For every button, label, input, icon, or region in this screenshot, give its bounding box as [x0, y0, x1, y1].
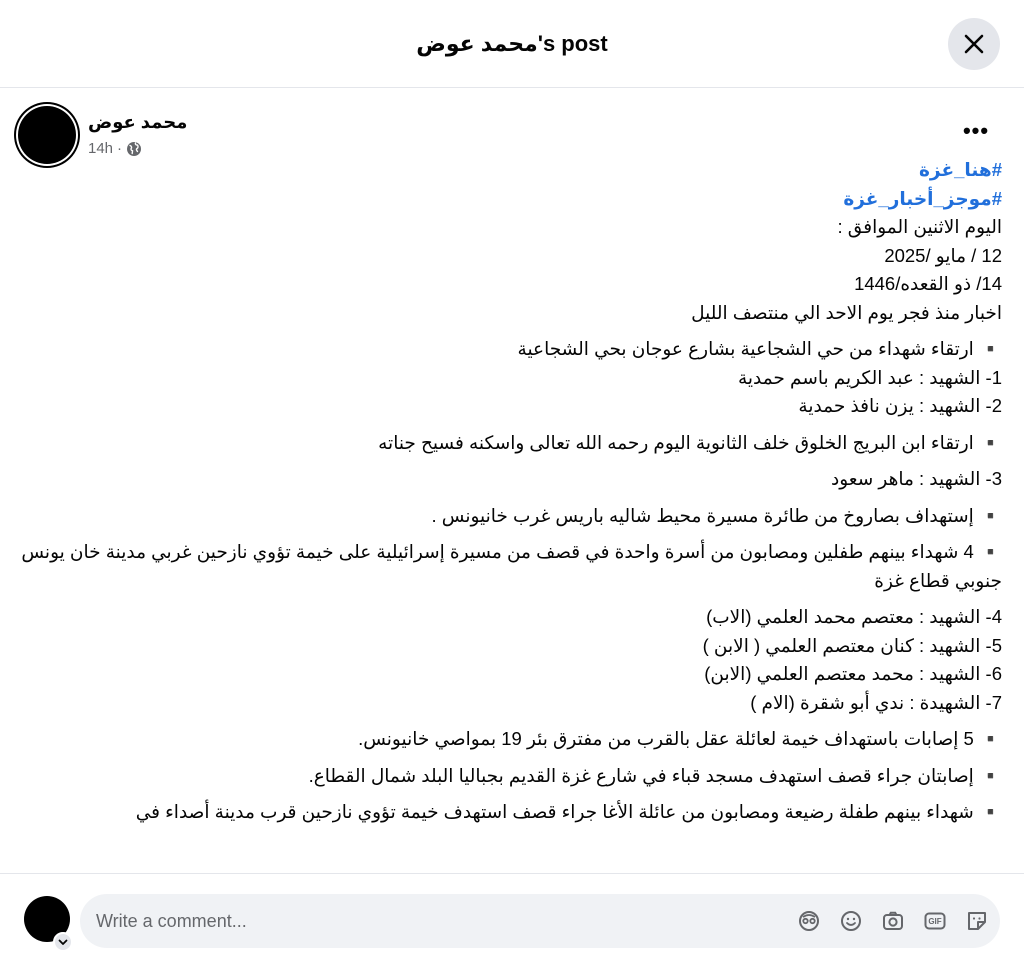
sticker-icon	[965, 909, 989, 933]
comment-bar	[0, 873, 1024, 973]
more-options-icon: •••	[962, 118, 990, 143]
account-switch-button[interactable]	[53, 932, 73, 952]
post-line: ▪️ 4 شهداء بينهم طفلين ومصابون من أسرة واحدة في قصف من مسيرة إسرائيلية على خيمة تؤوي نازحين غربي مدينة خان يونس جنوبي قطاع غزة	[21, 541, 1002, 591]
gif-button[interactable]	[922, 908, 948, 934]
post-line: 1- الشهيد : عبد الكريم باسم حمدية	[737, 366, 1002, 388]
more-options-button[interactable]	[956, 118, 996, 148]
post-line: ▪️ إستهداف بصاروخ من طائرة مسيرة محيط شاليه باريس غرب خانيونس .	[431, 504, 1002, 526]
emoji-button[interactable]	[838, 908, 864, 934]
emoji-icon	[839, 909, 863, 933]
close-icon	[963, 33, 985, 55]
post-line: اليوم الاثنين الموافق :	[837, 216, 1002, 237]
post-line: ▪️ إصابتان جراء قصف استهدف مسجد قباء في شارع غزة القديم بجباليا البلد شمال القطاع.	[308, 764, 1002, 786]
gif-icon	[923, 909, 947, 933]
post-line: ▪️ شهداء بينهم طفلة رضيعة ومصابون من عائلة الأغا جراء قصف استهدف خيمة تؤوي نازحين قرب مدينة أصداء في	[135, 801, 1002, 822]
post-line: 2- الشهيد : يزن نافذ حمدية	[798, 395, 1002, 416]
post-line: 7- الشهيدة : ندي أبو شقرة (الام )	[750, 691, 1002, 713]
post-line: اخبار منذ فجر يوم الاحد الي منتصف الليل	[691, 301, 1002, 323]
comment-input[interactable]	[96, 894, 786, 948]
sticker-button[interactable]	[964, 908, 990, 934]
camera-button[interactable]	[880, 908, 906, 934]
comment-input-box[interactable]	[80, 894, 1000, 948]
post-line: ▪️ 5 إصابات باستهداف خيمة لعائلة عقل بالقرب من مفترق بئر 19 بمواصي خانيونس.	[358, 728, 1002, 749]
avatar-sticker-button[interactable]	[796, 908, 822, 934]
avatar-sticker-icon	[797, 909, 821, 933]
globe-icon[interactable]	[126, 141, 142, 157]
modal-title: محمد عوض's post	[416, 31, 608, 56]
post-line: 5- الشهيد : كنان معتصم العلمي ( الابن )	[702, 634, 1002, 656]
camera-icon	[881, 909, 905, 933]
post-meta	[88, 140, 142, 157]
meta-separator: ·	[117, 140, 123, 157]
hashtag-link[interactable]: #موجز_أخبار_غزة	[843, 187, 1002, 209]
post-line: 3- الشهيد : ماهر سعود	[831, 468, 1002, 489]
post-time[interactable]: 14h	[88, 140, 114, 157]
post-line: 12 / مايو /2025	[884, 244, 1002, 266]
svg-text:GIF: GIF	[928, 917, 942, 927]
post-line: 14/ ذو القعده/1446	[854, 273, 1002, 294]
post-body	[0, 156, 1002, 827]
post-line: ▪️ ارتقاء ابن البريج الخلوق خلف الثانوية اليوم رحمه الله تعالى واسكنه فسيح جناته	[378, 431, 1002, 453]
post-line: 6- الشهيد : محمد معتصم العلمي (الابن)	[704, 663, 1002, 684]
post-line: ▪️ ارتقاء شهداء من حي الشجاعية بشارع عوجان بحي الشجاعية	[517, 338, 1002, 359]
chevron-down-icon	[58, 937, 68, 947]
close-button[interactable]	[948, 18, 1000, 70]
modal-header	[0, 0, 1024, 88]
post-line: 4- الشهيد : معتصم محمد العلمي (الاب)	[706, 606, 1002, 627]
hashtag-link[interactable]: #هنا_غزة	[919, 159, 1002, 180]
author-name[interactable]: محمد عوض	[88, 112, 188, 132]
